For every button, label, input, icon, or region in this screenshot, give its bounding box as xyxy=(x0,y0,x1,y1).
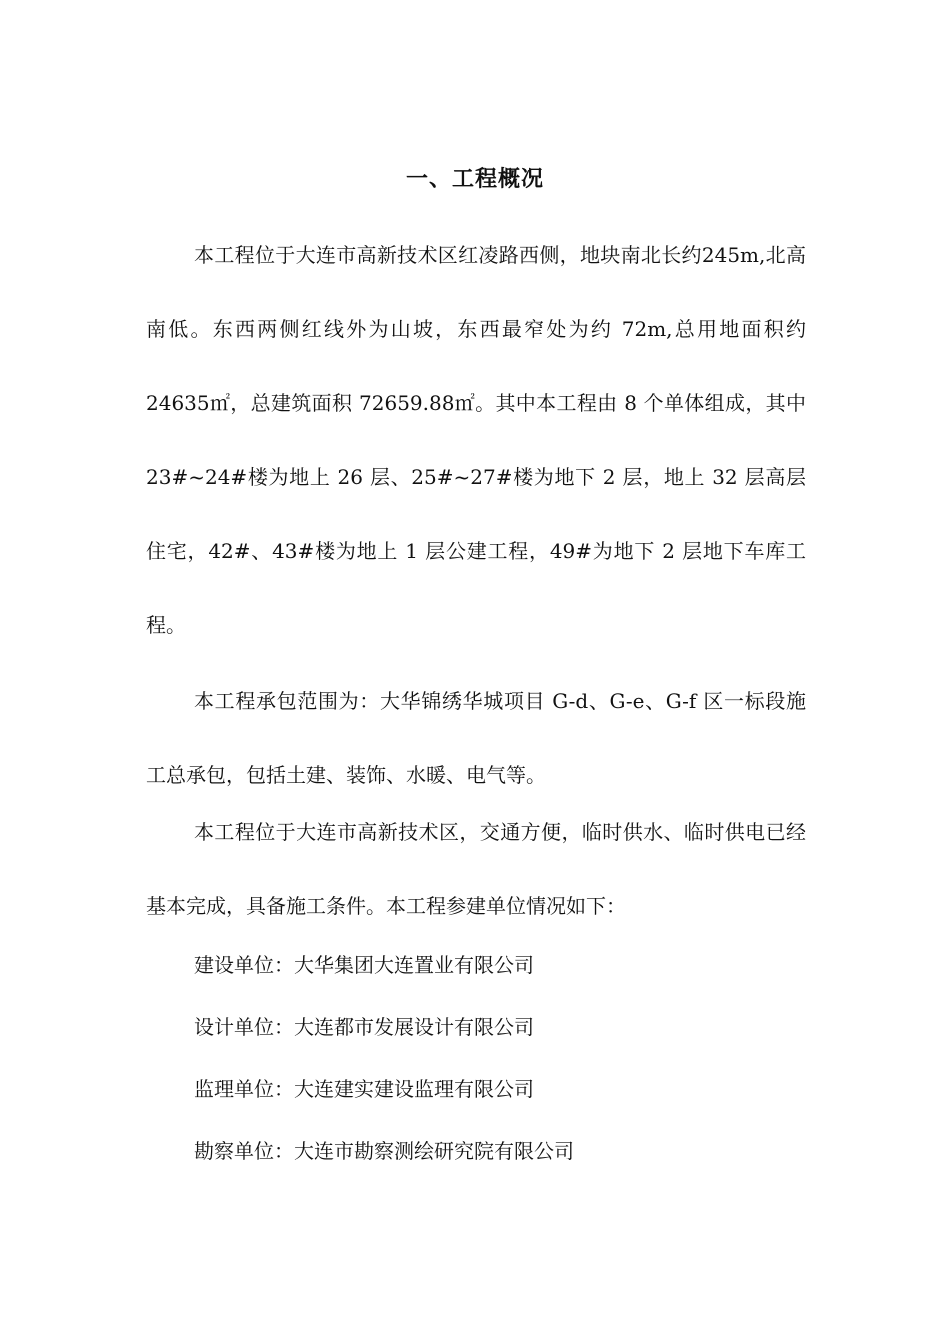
paragraph-site-conditions: 本工程位于大连市高新技术区，交通方便，临时供水、临时供电已经基本完成，具备施工条件。本工程参建单位情况如下： xyxy=(146,820,806,918)
paragraph-contract-scope: 本工程承包范围为：大华锦绣华城项目 G-d、G-e、G-f 区一标段施工总承包，包括土建、装饰、水暖、电气等。 xyxy=(146,689,806,787)
unit-design: 设计单位：大连都市发展设计有限公司 xyxy=(194,1015,534,1039)
unit-supervision: 监理单位：大连建实建设监理有限公司 xyxy=(194,1077,534,1101)
unit-construction: 建设单位：大华集团大连置业有限公司 xyxy=(194,953,534,977)
section-title: 一、工程概况 xyxy=(405,167,544,192)
unit-survey: 勘察单位：大连市勘察测绘研究院有限公司 xyxy=(194,1139,574,1163)
paragraph-project-location: 本工程位于大连市高新技术区红凌路西侧，地块南北长约245m,北高南低。东西两侧红线外为山坡，东西最窄处为约 72m,总用地面积约 24635㎡，总建筑面积 72659.88㎡。其中本工程由 8 个单体组成，其中 23#~24#楼为地上 26 层、25#~27#楼为地下 2 层，地上 32 层高层住宅，42#、43#楼为地上 1 层公建工程，49#为地下 2 层地下车库工程。 xyxy=(146,243,806,637)
